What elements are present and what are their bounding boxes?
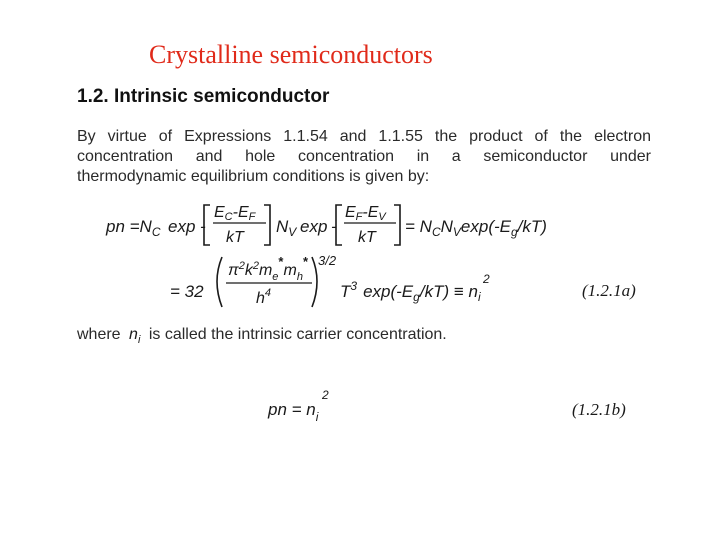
equation-intrinsic-1-2-1a — [0, 245, 720, 315]
equation-label: (1.2.1b) — [572, 400, 626, 419]
paragraph-line: concentration and hole concentration in a semiconductor under — [77, 148, 651, 165]
left-bracket — [336, 205, 342, 245]
eq3-lhs: pn = $n_i$ — [268, 400, 319, 424]
eq2-ni-pow: 2 — [483, 272, 490, 286]
eq2-rhs: $T^3$ $\exp(-E_g/kT) \equiv n_i$ — [340, 279, 481, 304]
where-sentence: where $n_i$ is called the intrinsic carrier concentration. — [77, 326, 447, 347]
eq2-den: $h^4$ — [256, 287, 272, 307]
right-paren — [312, 257, 317, 307]
eq1-rhs: = $N_CN_V\exp(-E_g/kT)$ — [405, 217, 547, 239]
section-heading: 1.2. Intrinsic semiconductor — [77, 86, 330, 107]
left-paren — [217, 257, 222, 307]
eq1-frac1-den: kT — [226, 229, 244, 246]
eq1-lhs: pn $=N_C$ — [106, 217, 161, 239]
right-bracket — [264, 205, 270, 245]
paragraph-line: thermodynamic equilibrium conditions is given by: — [77, 168, 430, 185]
intro-paragraph — [77, 127, 651, 187]
eq1-minus: - — [200, 217, 206, 236]
eq3-pow: 2 — [322, 388, 329, 402]
paragraph-line: By virtue of Expressions 1.1.54 and 1.1.55 the product of the electron — [77, 128, 651, 145]
equation-1-2-1b — [0, 385, 720, 435]
eq1-minus2: - — [331, 217, 337, 236]
eq1-frac2-num: EF-EV — [345, 204, 386, 223]
right-bracket — [394, 205, 400, 245]
eq2-prefix: = 32 — [170, 282, 204, 301]
equation-label: (1.2.1a) — [582, 281, 636, 300]
eq1-frac1-num: EC-EF — [214, 204, 256, 223]
eq1-exp: exp — [168, 217, 196, 236]
eq1-exp2: exp — [300, 217, 328, 236]
eq2-outer-pow: 3/2 — [318, 253, 337, 268]
eq1-nv: $N_V$ — [276, 217, 297, 239]
slide-title: Crystalline semiconductors — [149, 40, 433, 69]
eq2-num: $\pi^2k^2m_e^*m_h^*$ — [228, 254, 308, 283]
eq1-frac2-den: kT — [358, 229, 376, 246]
